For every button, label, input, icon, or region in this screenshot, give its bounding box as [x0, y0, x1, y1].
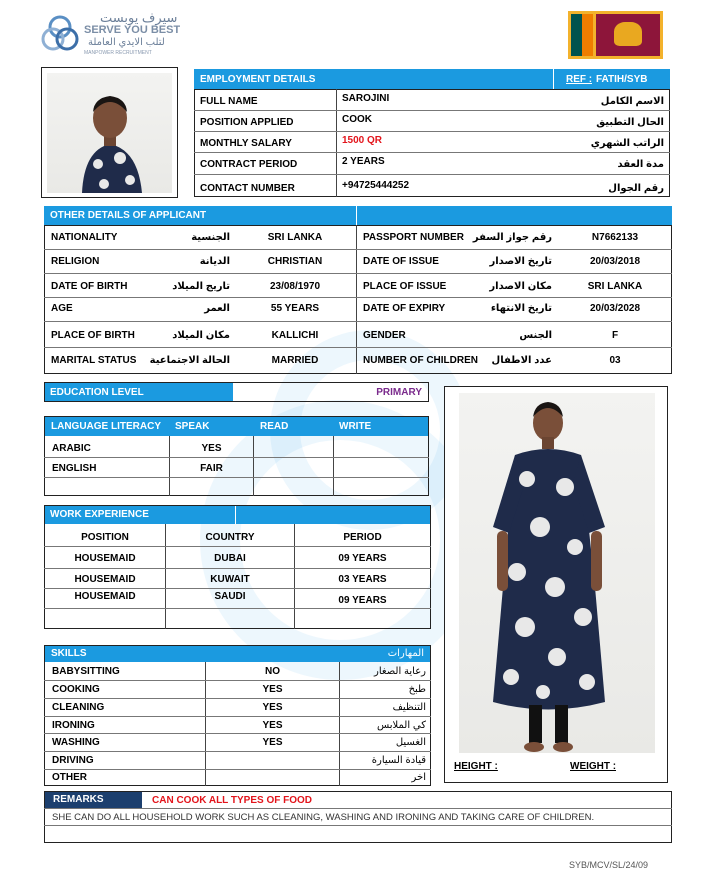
sri-lanka-flag — [568, 11, 663, 59]
language-header — [45, 417, 428, 436]
marital-status-label: MARITAL STATUS — [51, 355, 137, 366]
monthly-salary-value: 1500 QR — [342, 135, 383, 146]
skill-babysitting: BABYSITTING — [52, 666, 120, 677]
applicant-photo-small — [41, 67, 178, 198]
full-name-label: FULL NAME — [200, 96, 258, 107]
number-of-children-arabic: عدد الاطفال — [491, 355, 552, 366]
work-position-3: HOUSEMAID — [74, 591, 136, 602]
skill-cooking: COOKING — [52, 684, 100, 695]
remarks-text: SHE CAN DO ALL HOUSEHOLD WORK SUCH AS CLEANING, WASHING AND IRONING AND TAKING CARE OF CHILDREN. — [52, 812, 595, 823]
contact-number-arabic: رقم الجوال — [608, 183, 664, 194]
work-period-2: 03 YEARS — [338, 574, 387, 585]
skill-cleaning: CLEANING — [52, 702, 105, 713]
contact-number-label: CONTACT NUMBER — [200, 183, 295, 194]
skill-washing-arabic: الغسيل — [395, 737, 426, 748]
date-of-issue-arabic: تاريخ الاصدار — [489, 256, 552, 267]
skill-ironing: IRONING — [52, 720, 95, 731]
marital-status-arabic: الحالة الاجتماعية — [149, 355, 230, 366]
religion-value: CHRISTIAN — [267, 256, 323, 267]
place-of-birth-value: KALLICHI — [271, 330, 319, 341]
work-header — [45, 506, 430, 524]
work-period-1: 09 YEARS — [338, 553, 387, 564]
date-of-expiry-value: 20/03/2028 — [589, 303, 641, 314]
place-of-birth-arabic: مكان الميلاد — [172, 330, 230, 341]
number-of-children-value: 03 — [609, 355, 621, 366]
applicant-table — [44, 225, 672, 374]
skill-washing-value: YES — [262, 737, 283, 748]
applicant-photo-full — [444, 386, 668, 783]
religion-label: RELIGION — [51, 256, 100, 267]
logo-icon — [38, 12, 82, 56]
skill-ironing-arabic: كي الملابس — [377, 720, 426, 731]
date-of-expiry-arabic: تاريخ الانتهاء — [490, 303, 552, 314]
skill-babysitting-arabic: رعاية الصغار — [374, 666, 426, 677]
date-of-birth-label: DATE OF BIRTH — [51, 281, 128, 292]
gender-arabic: الجنس — [519, 330, 552, 341]
work-country-1: DUBAI — [214, 553, 246, 564]
skill-cleaning-arabic: التنظيف — [392, 702, 426, 713]
position-applied-arabic: الحال التطبيق — [596, 117, 664, 128]
age-label: AGE — [51, 303, 73, 314]
number-of-children-label: NUMBER OF CHILDREN — [363, 355, 478, 366]
speak-col-header: SPEAK — [175, 421, 210, 432]
work-country-3: SAUDI — [214, 591, 246, 602]
full-name-arabic: الاسم الكامل — [600, 96, 664, 107]
date-of-expiry-label: DATE OF EXPIRY — [363, 303, 446, 314]
skill-other: OTHER — [52, 772, 87, 783]
language-col-header: LANGUAGE LITERACY — [51, 421, 161, 432]
person-full-body — [445, 387, 668, 783]
read-col-header: READ — [260, 421, 289, 432]
work-position-2: HOUSEMAID — [74, 574, 136, 585]
place-of-issue-arabic: مكان الاصدار — [489, 281, 552, 292]
employment-header — [194, 69, 670, 89]
remarks-label-cell — [45, 792, 142, 808]
work-country-2: KUWAIT — [210, 574, 250, 585]
education-label: EDUCATION LEVEL — [50, 387, 144, 398]
gender-value: F — [611, 330, 619, 341]
language-row-english: ENGLISH — [52, 463, 97, 474]
monthly-salary-arabic: الراتب الشهري — [590, 138, 664, 149]
work-title: WORK EXPERIENCE — [50, 509, 149, 520]
ref-label: REF : — [566, 74, 593, 85]
skill-cooking-value: YES — [262, 684, 283, 695]
remarks-highlight: CAN COOK ALL TYPES OF FOOD — [152, 795, 313, 806]
passport-number-label: PASSPORT NUMBER — [363, 232, 464, 243]
education-label-cell — [45, 383, 233, 401]
contract-period-value: 2 YEARS — [342, 156, 385, 167]
country-col-header: COUNTRY — [205, 532, 255, 543]
write-col-header: WRITE — [339, 421, 372, 432]
date-of-issue-label: DATE OF ISSUE — [363, 256, 439, 267]
religion-arabic: الديانة — [199, 256, 230, 267]
contact-number-value: +94725444252 — [342, 180, 410, 191]
skills-arabic-title: المهارات — [387, 648, 424, 659]
skill-babysitting-value: NO — [265, 666, 280, 677]
brand-arabic: سيرف يوبست — [100, 10, 178, 25]
height-label: HEIGHT : — [454, 761, 498, 772]
passport-number-value: N7662133 — [591, 232, 639, 243]
brand-tagline: MANPOWER RECRUITMENT — [84, 50, 152, 56]
skill-other-arabic: اخر — [411, 772, 426, 783]
remarks-label: REMARKS — [53, 794, 104, 805]
place-of-issue-value: SRI LANKA — [587, 281, 643, 292]
skills-header — [45, 646, 430, 662]
language-row-arabic: ARABIC — [52, 443, 91, 454]
skills-title: SKILLS — [51, 648, 87, 659]
ref-value: FATIH/SYB — [596, 74, 648, 85]
nationality-value: SRI LANKA — [267, 232, 323, 243]
place-of-issue-label: PLACE OF ISSUE — [363, 281, 447, 292]
passport-number-arabic: رقم جواز السفر — [472, 232, 552, 243]
place-of-birth-label: PLACE OF BIRTH — [51, 330, 135, 341]
date-of-birth-value: 23/08/1970 — [269, 281, 321, 292]
employment-title: EMPLOYMENT DETAILS — [200, 74, 316, 85]
monthly-salary-label: MONTHLY SALARY — [200, 138, 292, 149]
work-position-1: HOUSEMAID — [74, 553, 136, 564]
person-portrait — [42, 68, 178, 198]
brand-logo — [38, 10, 181, 56]
date-of-birth-arabic: تاريج الميلاد — [172, 281, 230, 292]
contract-period-label: CONTRACT PERIOD — [200, 159, 298, 170]
english-speak: FAIR — [200, 463, 223, 474]
brand-arabic-tagline: لتلب الايدي العاملة — [88, 37, 165, 48]
education-row — [44, 382, 429, 402]
age-value: 55 YEARS — [270, 303, 320, 314]
lion-icon — [614, 22, 642, 46]
applicant-header — [44, 206, 672, 225]
nationality-label: NATIONALITY — [51, 232, 118, 243]
weight-label: WEIGHT : — [570, 761, 617, 772]
position-col-header: POSITION — [81, 532, 129, 543]
education-value: PRIMARY — [376, 387, 422, 398]
position-applied-value: COOK — [342, 114, 372, 125]
brand-name: SERVE YOU BEST — [84, 24, 181, 36]
skill-driving-arabic: قيادة السيارة — [371, 755, 426, 766]
skill-cleaning-value: YES — [262, 702, 283, 713]
date-of-issue-value: 20/03/2018 — [589, 256, 641, 267]
skill-washing: WASHING — [52, 737, 100, 748]
contract-period-arabic: مدة العقد — [617, 159, 664, 170]
work-period-3: 09 YEARS — [338, 595, 387, 606]
arabic-speak: YES — [201, 443, 222, 454]
age-arabic: العمر — [204, 303, 230, 314]
gender-label: GENDER — [363, 330, 406, 341]
position-applied-label: POSITION APPLIED — [200, 117, 294, 128]
full-name-value: SAROJINI — [342, 93, 390, 104]
footer-code: SYB/MCV/SL/24/09 — [569, 860, 649, 870]
applicant-title: OTHER DETAILS OF APPLICANT — [50, 210, 207, 221]
marital-status-value: MARRIED — [271, 355, 319, 366]
period-col-header: PERIOD — [343, 532, 382, 543]
skill-cooking-arabic: طبخ — [408, 684, 426, 695]
skill-ironing-value: YES — [262, 720, 283, 731]
skill-driving: DRIVING — [52, 755, 94, 766]
nationality-arabic: الجنسية — [191, 232, 230, 243]
